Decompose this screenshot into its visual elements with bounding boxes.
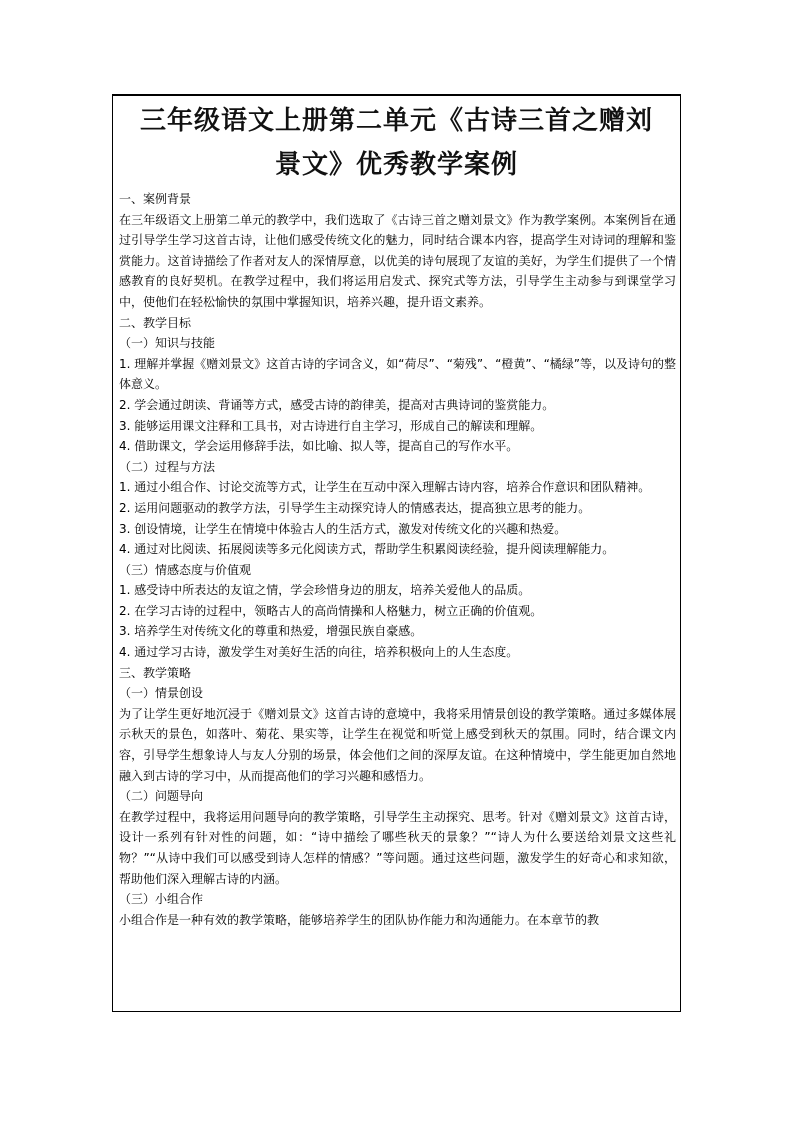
page-title-line-2: 景文》优秀教学案例 xyxy=(274,150,518,180)
body-paragraph: 4. 借助课文，学会运用修辞手法，如比喻、拟人等，提高自己的写作水平。 xyxy=(119,439,519,454)
body-paragraph: 4. 通过对比阅读、拓展阅读等多元化阅读方式，帮助学生积累阅读经验，提升阅读理解能力。 xyxy=(119,542,615,557)
section-heading: 二、教学目标 xyxy=(119,315,192,330)
subsection-heading: （一）知识与技能 xyxy=(119,336,216,351)
document-body xyxy=(113,187,680,930)
body-paragraph: 4. 通过学习古诗，激发学生对美好生活的向往，培养积极向上的人生态度。 xyxy=(119,645,519,660)
body-paragraph: 小组合作是一种有效的教学策略，能够培养学生的团队协作能力和沟通能力。在本章节的教 xyxy=(119,912,600,927)
top-rule xyxy=(113,95,680,96)
body-paragraph: 1. 通过小组合作、讨论交流等方式，让学生在互动中深入理解古诗内容，培养合作意识和团队精神。 xyxy=(119,480,651,495)
subsection-heading: （三）小组合作 xyxy=(119,892,204,907)
body-paragraph: 3. 培养学生对传统文化的尊重和热爱，增强民族自豪感。 xyxy=(119,624,423,639)
document-frame xyxy=(112,94,681,1012)
body-paragraph: 3. 能够运用课文注释和工具书，对古诗进行自主学习，形成自己的解读和理解。 xyxy=(119,418,543,433)
page-title-line-1: 三年级语文上册第二单元《古诗三首之赠刘 xyxy=(139,106,653,136)
subsection-heading: （二）问题导向 xyxy=(119,789,204,804)
body-paragraph: 在三年级语文上册第二单元的教学中，我们选取了《古诗三首之赠刘景文》作为教学案例。本案例旨在通过引导学生学习这首古诗，让他们感受传统文化的魅力，同时结合课本内容，提高学生对诗词的理解和鉴赏能力。这首诗描绘了作者对友人的深情厚意，以优美的诗句展现了友谊的美好，为学生们提供了一个情感教育的良好契机。在教学过程中，我们将运用启发式、探究式等方法，引导学生主动参与到课堂学习中，使他们在轻松愉快的氛围中掌握知识，培养兴趣，提升语文素养。 xyxy=(119,212,676,309)
subsection-heading: （一）情景创设 xyxy=(119,686,204,701)
page-title xyxy=(113,95,680,187)
body-paragraph: 3. 创设情境，让学生在情境中体验古人的生活方式，激发对传统文化的兴趣和热爱。 xyxy=(119,521,567,536)
section-heading: 三、教学策略 xyxy=(119,665,192,680)
subsection-heading: （二）过程与方法 xyxy=(119,459,216,474)
body-paragraph: 1. 感受诗中所表达的友谊之情，学会珍惜身边的朋友，培养关爱他人的品质。 xyxy=(119,583,531,598)
body-paragraph: 为了让学生更好地沉浸于《赠刘景文》这首古诗的意境中，我将采用情景创设的教学策略。通过多媒体展示秋天的景色，如落叶、菊花、果实等，让学生在视觉和听觉上感受到秋天的氛围。同时，结合课文内容，引导学生想象诗人与友人分别的场景，体会他们之间的深厚友谊。在这种情境中，学生能更加自然地融入到古诗的学习中，从而提高他们的学习兴趣和感悟力。 xyxy=(119,706,676,783)
body-paragraph: 2. 学会通过朗读、背诵等方式，感受古诗的韵律美，提高对古典诗词的鉴赏能力。 xyxy=(119,397,555,412)
body-paragraph: 2. 在学习古诗的过程中，领略古人的高尚情操和人格魅力，树立正确的价值观。 xyxy=(119,603,543,618)
body-paragraph: 2. 运用问题驱动的教学方法，引导学生主动探究诗人的情感表达，提高独立思考的能力。 xyxy=(119,500,591,515)
subsection-heading: （三）情感态度与价值观 xyxy=(119,562,252,577)
body-paragraph: 在教学过程中，我将运用问题导向的教学策略，引导学生主动探究、思考。针对《赠刘景文》这首古诗，设计一系列有针对性的问题，如：“诗中描绘了哪些秋天的景象？”“诗人为什么要送给刘景文这些礼物？”“从诗中我们可以感受到诗人怎样的情感？”等问题。通过这些问题，激发学生的好奇心和求知欲，帮助他们深入理解古诗的内涵。 xyxy=(119,809,676,886)
body-paragraph: 1. 理解并掌握《赠刘景文》这首古诗的字词含义，如“荷尽”、“菊残”、“橙黄”、“橘绿”等，以及诗句的整体意义。 xyxy=(119,356,677,392)
section-heading: 一、案例背景 xyxy=(119,192,192,206)
